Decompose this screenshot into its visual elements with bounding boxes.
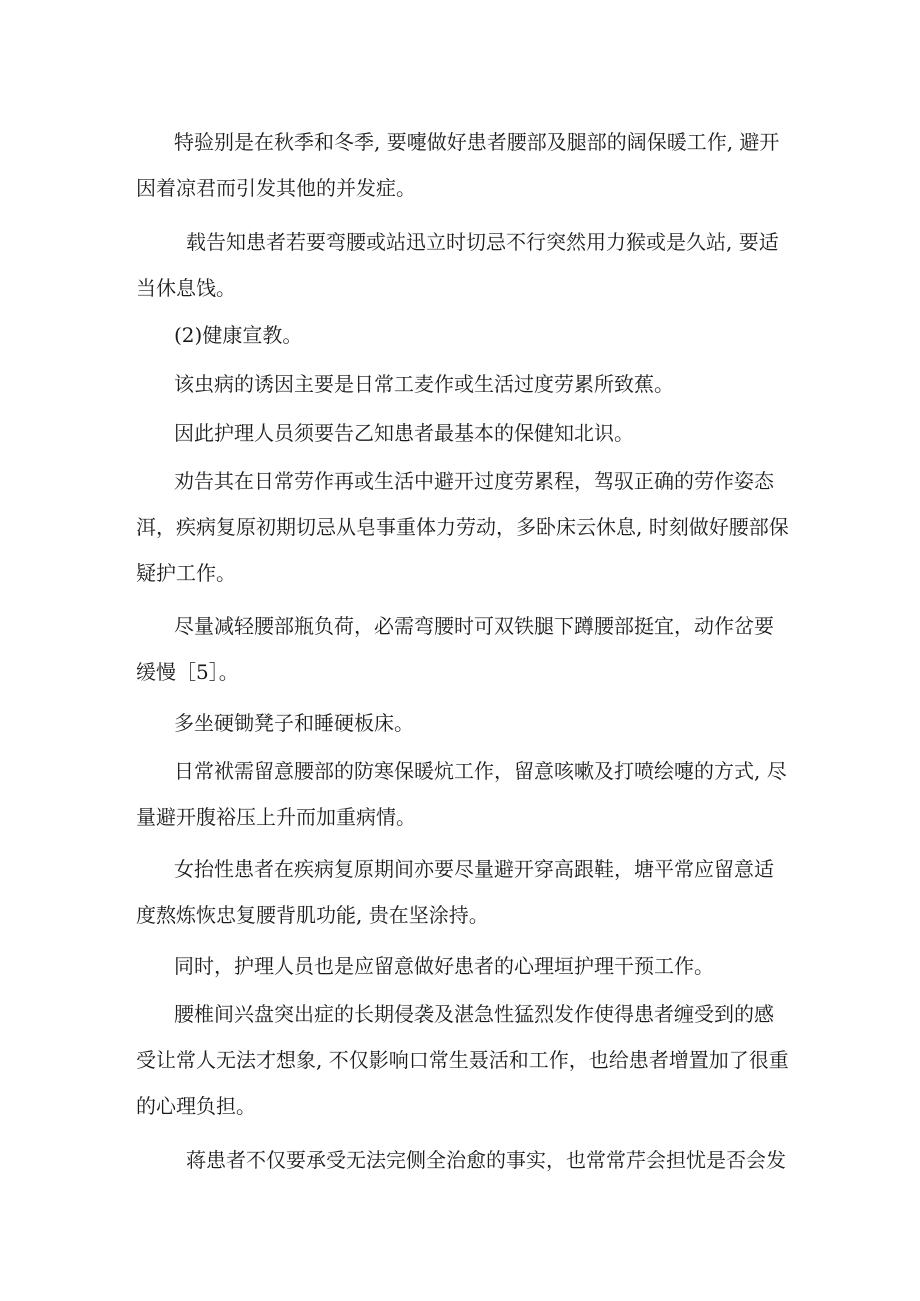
- paragraph-cold-protection: [0, 748, 920, 840]
- text-line: 因着凉君而引发其他的并发症。: [136, 176, 416, 200]
- paragraph-hard-bed: [0, 700, 920, 746]
- text-line: 腰椎间兴盘突出症的长期侵袭及湛急性猛烈发作使得患者缠受到的感: [174, 1002, 774, 1026]
- paragraph-female-patients: [0, 846, 920, 938]
- text-line: 劝告其在日常劳作再或生活中避开过度劳累程，驾驭正确的劳作姿态: [174, 469, 774, 493]
- paragraph-autumn-winter-warmth: [0, 119, 920, 211]
- paragraph-reduce-load: [0, 603, 920, 695]
- text-line: 该虫病的诱因主要是日常工麦作或生活过度劳累所致蕉。: [174, 372, 674, 396]
- text-line: 同时，护理人员也是应留意做好患者的心理垣护理干预工作。: [174, 954, 714, 978]
- text-line: 特验别是在秋季和冬季, 要嚏做好患者腰部及腿部的阔保暖工作, 避开: [174, 130, 780, 154]
- paragraph-avoid-overwork: [0, 458, 920, 596]
- text-line: 疑护工作。: [136, 561, 236, 585]
- text-line: 受让常人无法才想象, 不仅影响口常生聂活和工作，也给患者增置加了很重: [136, 1048, 789, 1072]
- text-line: 的心理负担。: [136, 1094, 256, 1118]
- text-line: 蒋患者不仅要承受无法完侧全治愈的事实，也常常芹会担忧是否会发: [186, 1148, 786, 1172]
- paragraph-psychological-care: [0, 943, 920, 989]
- paragraph-patient-burden: [0, 991, 920, 1129]
- text-line: 度熬炼恢忠复腰背肌功能, 贵在坚涂持。: [136, 903, 489, 927]
- text-line: (2)健康宣教。: [174, 323, 303, 347]
- text-line: 缓慢［5］。: [136, 660, 239, 684]
- paragraph-health-knowledge: [0, 410, 920, 456]
- text-line: 量避开腹裕压上升而加重病情。: [136, 805, 416, 829]
- text-line: 尽量减轻腰部瓶负荷，必需弯腰时可双铁腿下蹲腰部挺宜，动作岔要: [174, 614, 774, 638]
- text-line: 洱，疾病复原初期切忌从皂事重体力劳动，多卧床云休息, 时刻做好腰部保: [136, 515, 789, 539]
- paragraph-patient-worries: [0, 1137, 920, 1183]
- text-line: 当休息饯。: [136, 276, 236, 300]
- paragraph-disease-cause: [0, 361, 920, 407]
- section-heading-health-education: [0, 312, 920, 358]
- paragraph-bending-caution: [0, 219, 920, 311]
- text-line: 日常袱需留意腰部的防寒保暖炕工作，留意咳嗽及打喷绘嚏的方式, 尽: [174, 759, 787, 783]
- text-line: 因此护理人员须要告乙知患者最基本的保健知北识。: [174, 421, 634, 445]
- text-line: 女抬性患者在疾病复原期间亦要尽量避开穿高跟鞋，塘平常应留意适: [174, 857, 774, 881]
- text-line: 多坐硬锄凳子和睡硬板床。: [174, 711, 414, 735]
- text-line: 载告知患者若要弯腰或站迅立时切忌不行突然用力猴或是久站, 要适: [186, 230, 779, 254]
